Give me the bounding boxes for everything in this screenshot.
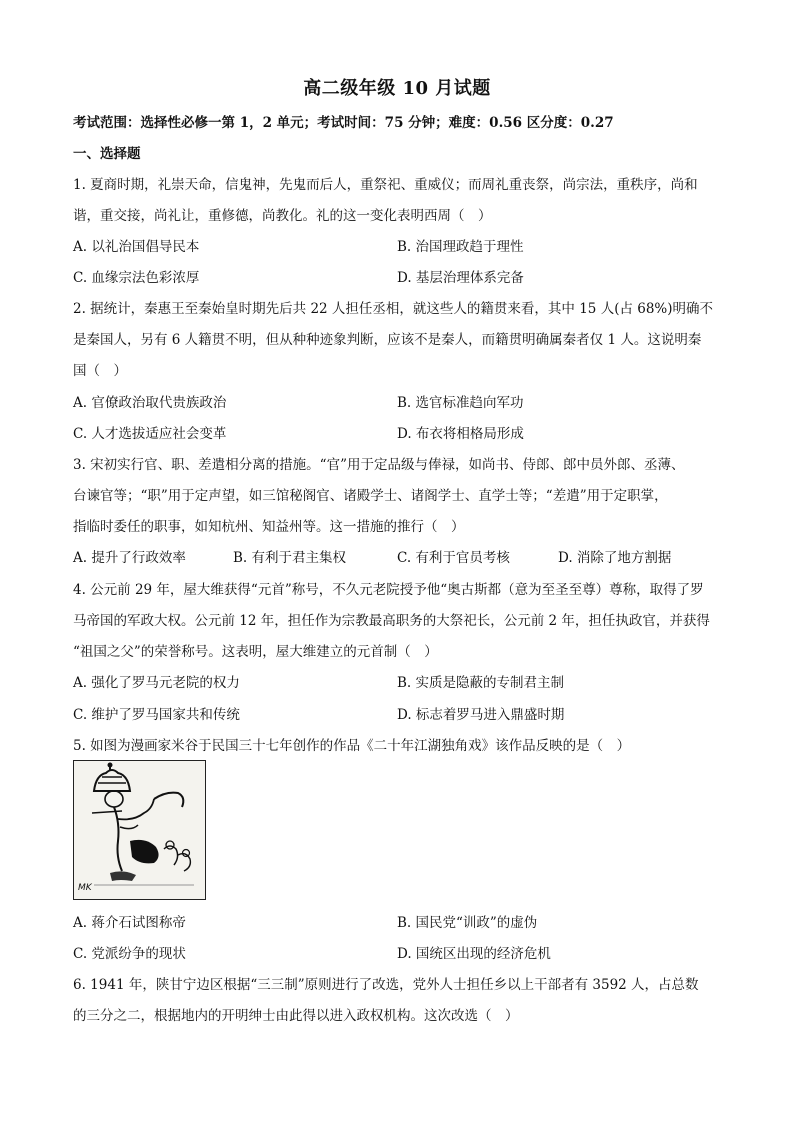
exam-meta: 考试范围：选择性必修一第 1，2 单元；考试时间：75 分钟；难度：0.56 区分度：0.27 [73,115,614,131]
q5-option-d: D. 国统区出现的经济危机 [397,946,551,962]
q1-option-b: B. 治国理政趋于理性 [397,239,524,255]
q3-stem-line-2: 台谏官等；“职”用于定声望，如三馆秘阁官、诸殿学士、诸阁学士、直学士等；“差遣”用于定职掌， [73,488,668,504]
q4-stem-line-2: 马帝国的军政大权。公元前 12 年，担任作为宗教最高职务的大祭祀长，公元前 2 年，担任执政官，并获得 [73,613,710,629]
cartoon-drawing [74,761,205,899]
cartoon-signature: MK [78,883,92,893]
q3-option-a: A. 提升了行政效率 [73,550,186,566]
cartoon-image [73,760,206,900]
q3-option-d: D. 消除了地方割据 [558,550,672,566]
q1-option-a: A. 以礼治国倡导民本 [73,239,200,255]
q3-stem-line-3: 指临时委任的职事，如知杭州、知益州等。这一措施的推行（ ） [73,519,465,535]
q2-stem-line-2: 是秦国人，另有 6 人籍贯不明，但从种种迹象判断，应该不是秦人，而籍贯明确属秦者仅 1 人。这说明秦 [73,332,702,348]
q6-stem-line-1: 6. 1941 年，陕甘宁边区根据“三三制”原则进行了改选，党外人士担任乡以上干部者有 3592 人，占总数 [73,977,699,993]
q1-stem-line-1: 1. 夏商时期，礼崇天命，信鬼神，先鬼而后人，重祭祀、重威仪；而周礼重丧祭，尚宗法，重秩序，尚和 [73,177,698,193]
q4-stem-line-1: 4. 公元前 29 年，屋大维获得“元首”称号，不久元老院授予他“奥古斯都（意为至圣至尊）尊称，取得了罗 [73,582,704,598]
q2-option-d: D. 布衣将相格局形成 [397,426,524,442]
q2-stem-line-1: 2. 据统计，秦惠王至秦始皇时期先后共 22 人担任丞相，就这些人的籍贯来看，其中 15 人(占 68%)明确不 [73,301,714,317]
q4-stem-line-3: “祖国之父”的荣誉称号。这表明，屋大维建立的元首制（ ） [73,644,438,660]
q2-option-c: C. 人才选拔适应社会变革 [73,426,227,442]
exam-title: 高二级年级 10 月试题 [303,78,491,99]
q1-option-d: D. 基层治理体系完备 [397,270,524,286]
q2-option-a: A. 官僚政治取代贵族政治 [73,395,227,411]
q3-option-c: C. 有利于官员考核 [397,550,510,566]
q4-option-c: C. 维护了罗马国家共和传统 [73,707,240,723]
q5-option-a: A. 蒋介石试图称帝 [73,915,186,931]
q1-stem-line-2: 谐，重交接，尚礼让，重修德，尚教化。礼的这一变化表明西周（ ） [73,208,492,224]
q2-option-b: B. 选官标准趋向军功 [397,395,524,411]
q5-stem-line-1: 5. 如图为漫画家米谷于民国三十七年创作的作品《二十年江湖独角戏》该作品反映的是（ ） [73,738,631,754]
q4-option-b: B. 实质是隐蔽的专制君主制 [397,675,565,691]
q5-option-b: B. 国民党“训政”的虚伪 [397,915,538,931]
q1-option-c: C. 血缘宗法色彩浓厚 [73,270,200,286]
q3-option-b: B. 有利于君主集权 [233,550,347,566]
q4-option-d: D. 标志着罗马进入鼎盛时期 [397,707,565,723]
q3-stem-line-1: 3. 宋初实行官、职、差遣相分离的措施。“官”用于定品级与俸禄，如尚书、侍郎、郎中员外郎、丞薄、 [73,457,685,473]
section-heading: 一、选择题 [73,146,141,162]
q6-stem-line-2: 的三分之二，根据地内的开明绅士由此得以进入政权机构。这次改选（ ） [73,1008,519,1024]
q4-option-a: A. 强化了罗马元老院的权力 [73,675,240,691]
q5-option-c: C. 党派纷争的现状 [73,946,186,962]
q2-stem-line-3: 国（ ） [73,363,127,379]
